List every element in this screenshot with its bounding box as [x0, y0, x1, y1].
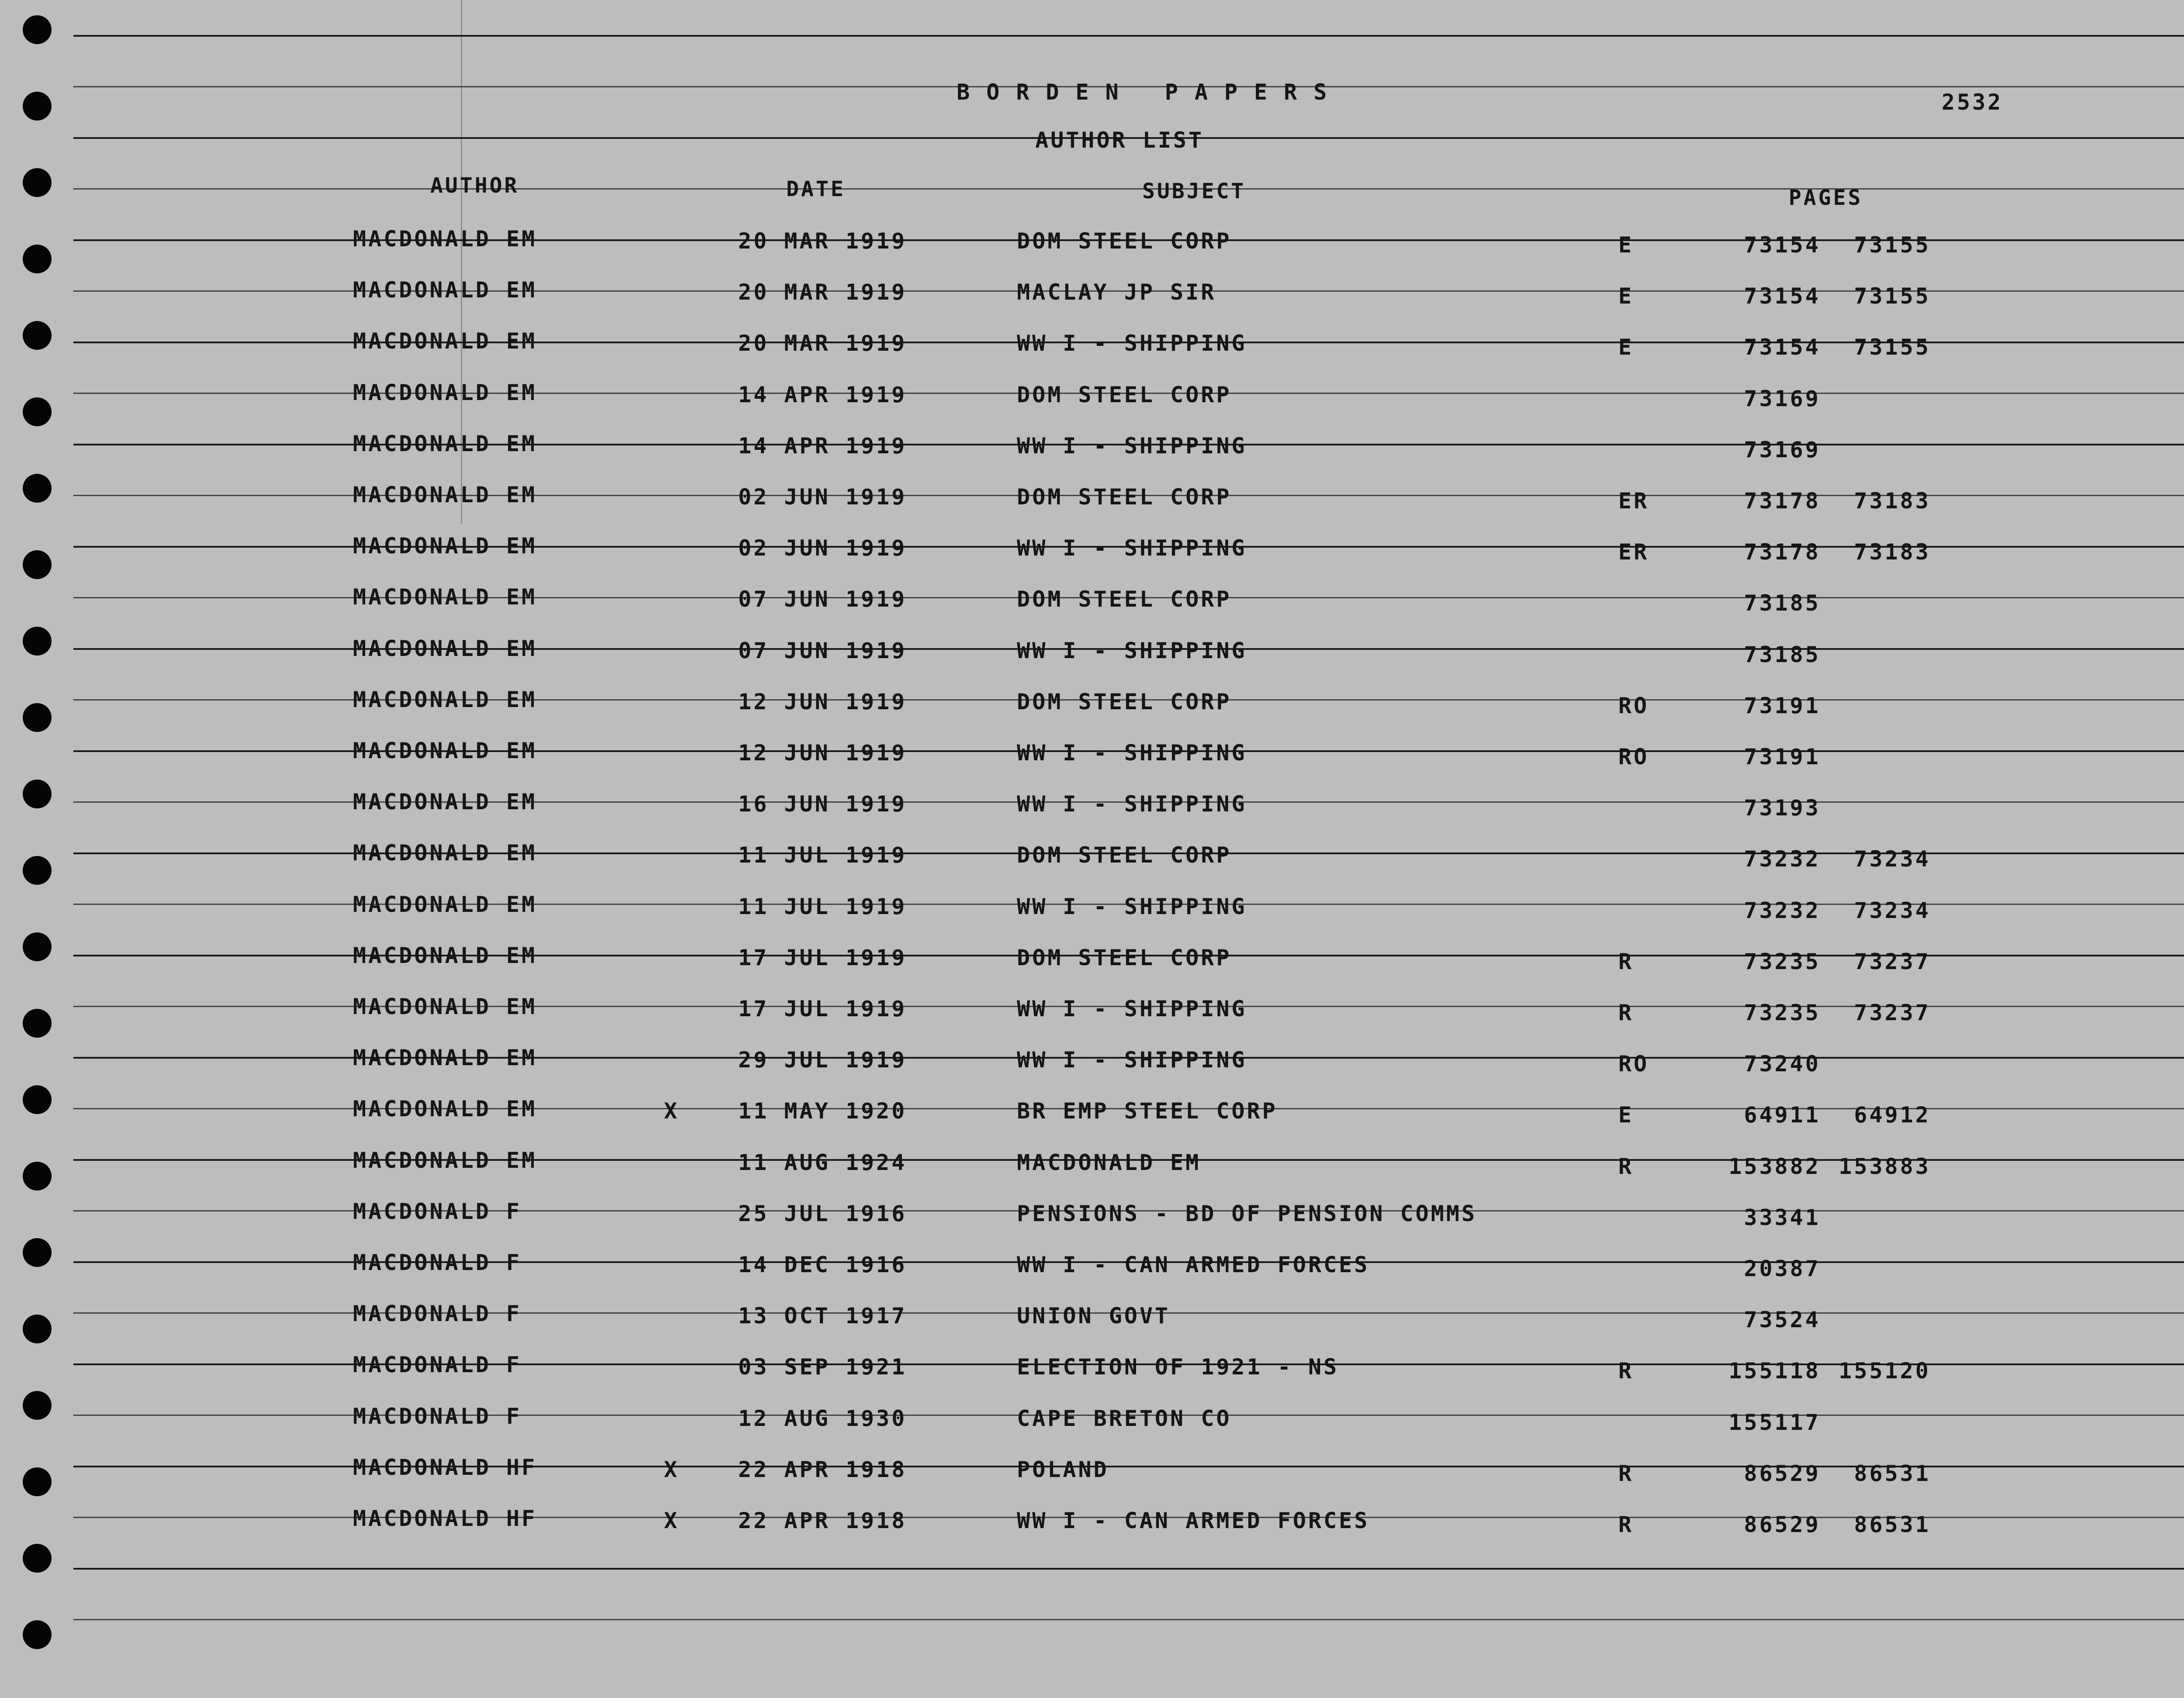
author-cell: MACDONALD EM	[353, 584, 537, 610]
code-cell: R	[1618, 1000, 1634, 1025]
feed-hole	[23, 245, 52, 273]
code-cell: R	[1618, 949, 1634, 974]
page-from-cell: 73191	[1744, 744, 1821, 770]
date-cell: 17 JUL 1919	[738, 996, 907, 1022]
feed-hole	[23, 92, 52, 121]
page-from-cell: 73169	[1744, 386, 1821, 411]
subject-cell: WW I - CAN ARMED FORCES	[1017, 1508, 1370, 1533]
feed-hole	[23, 1391, 52, 1420]
page-from-cell: 73524	[1744, 1307, 1821, 1333]
subject-cell: PENSIONS - BD OF PENSION COMMS	[1017, 1201, 1477, 1226]
feed-hole	[23, 932, 52, 961]
page-from-cell: 64911	[1744, 1102, 1821, 1128]
page-to-cell: 155120	[1838, 1358, 1931, 1384]
date-cell: 11 MAY 1920	[738, 1098, 907, 1124]
feed-hole	[23, 1467, 52, 1496]
subject-cell: DOM STEEL CORP	[1017, 945, 1232, 970]
page-from-cell: 73191	[1744, 693, 1821, 718]
date-cell: 07 JUN 1919	[738, 587, 907, 612]
page-to-cell: 73155	[1854, 335, 1931, 360]
flag-cell: X	[664, 1456, 680, 1482]
feed-hole	[23, 1315, 52, 1343]
code-cell: E	[1618, 335, 1634, 360]
date-cell: 11 AUG 1924	[738, 1149, 907, 1175]
date-cell: 17 JUL 1919	[738, 945, 907, 970]
subject-cell: BR EMP STEEL CORP	[1017, 1098, 1278, 1124]
ruled-line	[73, 35, 2184, 37]
author-cell: MACDONALD EM	[353, 687, 537, 712]
page-to-cell: 73155	[1854, 283, 1931, 309]
author-cell: MACDONALD EM	[353, 994, 537, 1019]
code-cell: R	[1618, 1512, 1634, 1537]
ruled-line	[73, 1568, 2184, 1570]
tractor-feed-left	[0, 0, 74, 1698]
author-cell: MACDONALD F	[353, 1198, 522, 1224]
author-cell: MACDONALD EM	[353, 226, 537, 252]
author-cell: MACDONALD HF	[353, 1506, 537, 1531]
author-cell: MACDONALD EM	[353, 942, 537, 968]
page-to-cell: 73155	[1854, 232, 1931, 258]
author-cell: MACDONALD F	[353, 1250, 522, 1275]
date-cell: 12 AUG 1930	[738, 1405, 907, 1431]
page-from-cell: 153882	[1728, 1153, 1821, 1179]
date-cell: 14 APR 1919	[738, 382, 907, 407]
author-cell: MACDONALD EM	[353, 380, 537, 405]
feed-hole	[23, 474, 52, 503]
subject-cell: MACLAY JP SIR	[1017, 280, 1216, 305]
author-cell: MACDONALD F	[353, 1403, 522, 1429]
author-cell: MACDONALD EM	[353, 635, 537, 661]
feed-hole	[23, 1085, 52, 1114]
page-from-cell: 155118	[1728, 1358, 1821, 1384]
subject-cell: WW I - SHIPPING	[1017, 1047, 1247, 1073]
author-cell: MACDONALD EM	[353, 1045, 537, 1071]
feed-hole	[23, 397, 52, 426]
feed-hole	[23, 703, 52, 732]
author-cell: MACDONALD HF	[353, 1454, 537, 1480]
date-cell: 12 JUN 1919	[738, 740, 907, 766]
author-cell: MACDONALD EM	[353, 277, 537, 303]
date-cell: 25 JUL 1916	[738, 1201, 907, 1226]
page-from-cell: 73154	[1744, 232, 1821, 258]
page-to-cell: 73234	[1854, 897, 1931, 923]
feed-hole	[23, 856, 52, 885]
feed-hole	[23, 627, 52, 656]
author-cell: MACDONALD EM	[353, 1096, 537, 1122]
column-header-date: DATE	[786, 177, 846, 201]
page-from-cell: 73169	[1744, 437, 1821, 462]
subject-cell: WW I - SHIPPING	[1017, 996, 1247, 1022]
date-cell: 11 JUL 1919	[738, 894, 907, 919]
code-cell: RO	[1618, 744, 1649, 770]
subject-cell: WW I - SHIPPING	[1017, 535, 1247, 561]
feed-hole	[23, 1620, 52, 1649]
code-cell: ER	[1618, 488, 1649, 514]
page-from-cell: 73232	[1744, 897, 1821, 923]
date-cell: 11 JUL 1919	[738, 842, 907, 868]
author-cell: MACDONALD EM	[353, 840, 537, 866]
author-cell: MACDONALD F	[353, 1352, 522, 1378]
subject-cell: POLAND	[1017, 1456, 1109, 1482]
flag-cell: X	[664, 1098, 680, 1124]
ruled-line	[73, 1619, 2184, 1620]
subject-cell: WW I - CAN ARMED FORCES	[1017, 1252, 1370, 1277]
page-number: 2532	[1942, 90, 2003, 115]
author-cell: MACDONALD EM	[353, 789, 537, 815]
page-to-cell: 73183	[1854, 488, 1931, 514]
date-cell: 20 MAR 1919	[738, 331, 907, 356]
page-from-cell: 73185	[1744, 590, 1821, 616]
subject-cell: DOM STEEL CORP	[1017, 842, 1232, 868]
page-from-cell: 73154	[1744, 283, 1821, 309]
code-cell: R	[1618, 1358, 1634, 1384]
page-from-cell: 86529	[1744, 1460, 1821, 1486]
date-cell: 02 JUN 1919	[738, 535, 907, 561]
date-cell: 12 JUN 1919	[738, 689, 907, 714]
page-from-cell: 73240	[1744, 1051, 1821, 1077]
document-subtitle: AUTHOR LIST	[1035, 128, 1204, 153]
feed-hole	[23, 1009, 52, 1038]
date-cell: 03 SEP 1921	[738, 1354, 907, 1380]
subject-cell: DOM STEEL CORP	[1017, 484, 1232, 510]
code-cell: R	[1618, 1460, 1634, 1486]
feed-hole	[23, 15, 52, 44]
date-cell: 22 APR 1918	[738, 1456, 907, 1482]
page-to-cell: 73237	[1854, 1000, 1931, 1025]
page-from-cell: 33341	[1744, 1204, 1821, 1230]
page-from-cell: 73232	[1744, 846, 1821, 872]
page-from-cell: 155117	[1728, 1409, 1821, 1435]
code-cell: R	[1618, 1153, 1634, 1179]
subject-cell: WW I - SHIPPING	[1017, 740, 1247, 766]
author-cell: MACDONALD EM	[353, 533, 537, 559]
subject-cell: WW I - SHIPPING	[1017, 433, 1247, 459]
page-from-cell: 73193	[1744, 795, 1821, 821]
date-cell: 07 JUN 1919	[738, 638, 907, 663]
code-cell: RO	[1618, 693, 1649, 718]
subject-cell: DOM STEEL CORP	[1017, 382, 1232, 407]
subject-cell: ELECTION OF 1921 - NS	[1017, 1354, 1339, 1380]
date-cell: 02 JUN 1919	[738, 484, 907, 510]
page-to-cell: 153883	[1838, 1153, 1931, 1179]
subject-cell: WW I - SHIPPING	[1017, 791, 1247, 817]
page-from-cell: 73235	[1744, 1000, 1821, 1025]
code-cell: ER	[1618, 539, 1649, 565]
author-cell: MACDONALD EM	[353, 328, 537, 354]
feed-hole	[23, 168, 52, 197]
feed-hole	[23, 1162, 52, 1191]
subject-cell: WW I - SHIPPING	[1017, 638, 1247, 663]
feed-hole	[23, 1544, 52, 1573]
column-header-subject: SUBJECT	[1142, 179, 1246, 204]
subject-cell: WW I - SHIPPING	[1017, 894, 1247, 919]
feed-hole	[23, 1238, 52, 1267]
author-cell: MACDONALD EM	[353, 738, 537, 763]
page-from-cell: 73178	[1744, 488, 1821, 514]
page-from-cell: 73178	[1744, 539, 1821, 565]
author-cell: MACDONALD F	[353, 1301, 522, 1327]
ruled-line	[73, 188, 2184, 190]
flag-cell: X	[664, 1508, 680, 1533]
page-from-cell: 20387	[1744, 1256, 1821, 1281]
page-to-cell: 73237	[1854, 949, 1931, 974]
subject-cell: DOM STEEL CORP	[1017, 228, 1232, 254]
date-cell: 20 MAR 1919	[738, 228, 907, 254]
author-cell: MACDONALD EM	[353, 891, 537, 917]
code-cell: RO	[1618, 1051, 1649, 1077]
page-to-cell: 86531	[1854, 1460, 1931, 1486]
page-from-cell: 86529	[1744, 1512, 1821, 1537]
date-cell: 20 MAR 1919	[738, 280, 907, 305]
column-header-author: AUTHOR	[430, 173, 519, 198]
page-to-cell: 73183	[1854, 539, 1931, 565]
subject-cell: MACDONALD EM	[1017, 1149, 1201, 1175]
column-header-pages: PAGES	[1789, 186, 1863, 210]
feed-hole	[23, 321, 52, 350]
subject-cell: DOM STEEL CORP	[1017, 587, 1232, 612]
subject-cell: UNION GOVT	[1017, 1303, 1171, 1329]
date-cell: 29 JUL 1919	[738, 1047, 907, 1073]
page-to-cell: 86531	[1854, 1512, 1931, 1537]
page-from-cell: 73235	[1744, 949, 1821, 974]
date-cell: 14 APR 1919	[738, 433, 907, 459]
page-to-cell: 64912	[1854, 1102, 1931, 1128]
subject-cell: WW I - SHIPPING	[1017, 331, 1247, 356]
code-cell: E	[1618, 232, 1634, 258]
feed-hole	[23, 550, 52, 579]
page-to-cell: 73234	[1854, 846, 1931, 872]
date-cell: 14 DEC 1916	[738, 1252, 907, 1277]
subject-cell: CAPE BRETON CO	[1017, 1405, 1232, 1431]
author-cell: MACDONALD EM	[353, 1147, 537, 1173]
date-cell: 16 JUN 1919	[738, 791, 907, 817]
author-cell: MACDONALD EM	[353, 482, 537, 507]
code-cell: E	[1618, 1102, 1634, 1128]
date-cell: 22 APR 1918	[738, 1508, 907, 1533]
author-cell: MACDONALD EM	[353, 431, 537, 456]
date-cell: 13 OCT 1917	[738, 1303, 907, 1329]
code-cell: E	[1618, 283, 1634, 309]
document-title: BORDEN PAPERS	[957, 79, 1344, 105]
page-from-cell: 73154	[1744, 335, 1821, 360]
subject-cell: DOM STEEL CORP	[1017, 689, 1232, 714]
feed-hole	[23, 780, 52, 808]
page-from-cell: 73185	[1744, 642, 1821, 667]
